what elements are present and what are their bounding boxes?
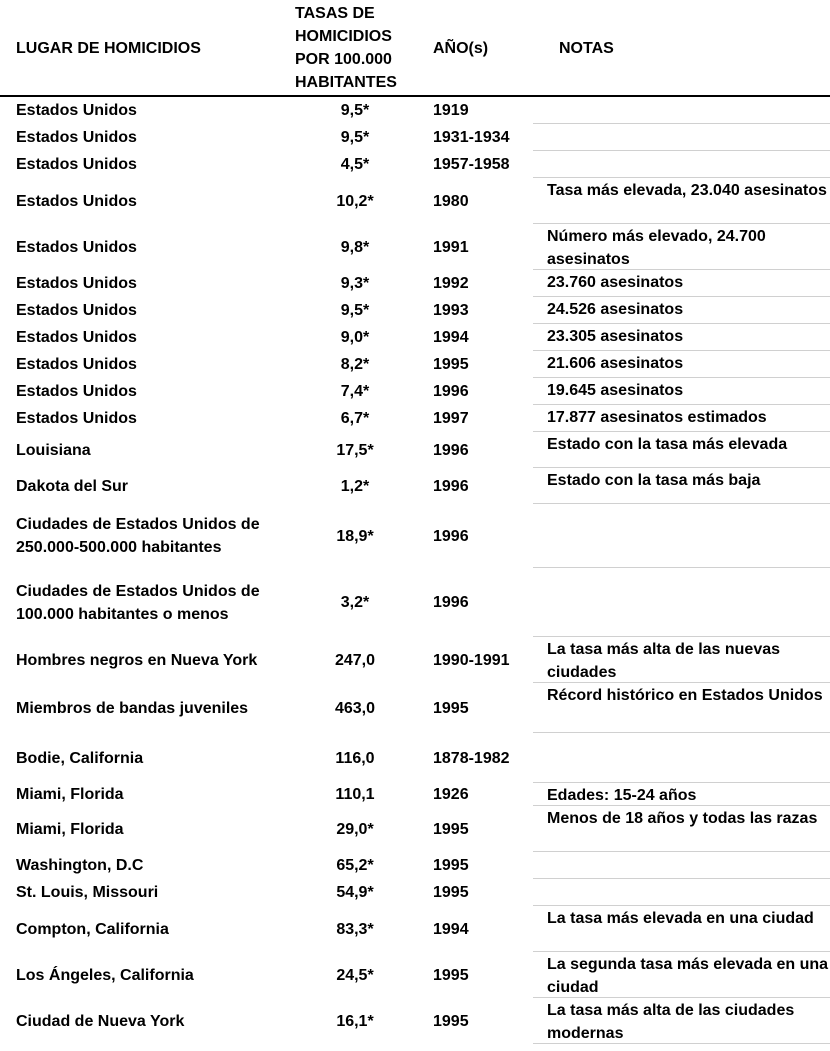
cell-notas — [533, 568, 830, 637]
cell-tasa — [300, 568, 410, 637]
cell-tasa — [300, 906, 410, 952]
cell-tasa — [300, 351, 410, 378]
cell-notas-text: Récord histórico en Estados Unidos — [547, 687, 823, 704]
cell-notas-text: La segunda tasa más elevada en una ciudad — [547, 956, 829, 996]
cell-anio-text: 1980 — [433, 192, 469, 210]
cell-notas — [533, 178, 830, 224]
header-anio: AÑO(s) — [433, 40, 489, 57]
table-row — [0, 151, 830, 178]
cell-lugar — [16, 568, 291, 637]
cell-tasa-text: 83,3* — [336, 920, 374, 938]
cell-tasa-text: 116,0 — [335, 749, 375, 767]
cell-anio-text: 1996 — [433, 383, 469, 400]
cell-notas — [533, 906, 830, 952]
cell-anio — [433, 405, 533, 432]
cell-tasa — [300, 178, 410, 224]
cell-anio-text: 1995 — [433, 699, 469, 717]
table-row — [0, 733, 830, 783]
cell-anio — [433, 568, 533, 637]
cell-tasa-text: 54,9* — [336, 884, 374, 901]
cell-lugar-text: Bodie, California — [16, 749, 144, 767]
cell-lugar — [16, 432, 291, 468]
cell-tasa-text: 24,5* — [336, 966, 374, 984]
cell-lugar — [16, 637, 291, 683]
cell-notas-text: Tasa más elevada, 23.040 asesinatos — [547, 182, 827, 199]
cell-anio-text: 1996 — [433, 477, 469, 495]
cell-lugar — [16, 852, 291, 879]
cell-lugar-text: Estados Unidos — [16, 329, 137, 346]
table-row — [0, 852, 830, 879]
cell-notas — [533, 270, 830, 297]
cell-tasa — [300, 852, 410, 879]
cell-lugar — [16, 405, 291, 432]
cell-lugar-text: Estados Unidos — [16, 156, 137, 173]
cell-anio — [433, 468, 533, 504]
cell-anio-text: 1996 — [433, 594, 469, 611]
table-row — [0, 504, 830, 568]
table-row — [0, 224, 830, 270]
cell-lugar — [16, 783, 291, 806]
cell-tasa — [300, 468, 410, 504]
cell-tasa-text: 65,2* — [336, 857, 374, 874]
cell-notas-text: Estado con la tasa más elevada — [547, 436, 788, 453]
cell-lugar-text: Miami, Florida — [16, 820, 124, 838]
cell-notas — [533, 879, 830, 906]
cell-notas-text: Estado con la tasa más baja — [547, 472, 761, 489]
cell-anio — [433, 124, 533, 151]
cell-tasa — [300, 806, 410, 852]
cell-notas — [533, 378, 830, 405]
cell-notas — [533, 852, 830, 879]
cell-notas — [533, 224, 830, 270]
cell-tasa-text: 17,5* — [336, 441, 374, 459]
table-row — [0, 351, 830, 378]
cell-anio — [433, 637, 533, 683]
cell-anio — [433, 432, 533, 468]
cell-lugar — [16, 270, 291, 297]
cell-anio-text: 1995 — [433, 884, 469, 901]
cell-lugar-text: Estados Unidos — [16, 129, 137, 146]
cell-notas — [533, 683, 830, 733]
cell-tasa — [300, 733, 410, 783]
cell-tasa-text: 29,0* — [336, 820, 374, 838]
cell-lugar-text: Estados Unidos — [16, 192, 137, 210]
table-row — [0, 378, 830, 405]
table-row — [0, 324, 830, 351]
cell-lugar — [16, 378, 291, 405]
cell-lugar-text: Washington, D.C — [16, 857, 144, 874]
cell-anio — [433, 683, 533, 733]
cell-notas-text: La tasa más alta de las nuevas ciudades — [547, 641, 781, 681]
cell-anio — [433, 852, 533, 879]
table-row — [0, 432, 830, 468]
cell-tasa — [300, 324, 410, 351]
cell-tasa — [300, 405, 410, 432]
cell-tasa-text: 1,2* — [340, 477, 370, 495]
cell-anio-text: 1957-1958 — [433, 156, 510, 173]
cell-notas — [533, 97, 830, 124]
cell-lugar-text: Estados Unidos — [16, 356, 137, 373]
cell-notas-text: La tasa más elevada en una ciudad — [547, 910, 814, 927]
cell-tasa-text: 4,5* — [340, 156, 370, 173]
cell-lugar — [16, 468, 291, 504]
cell-tasa-text: 247,0 — [334, 651, 376, 669]
cell-tasa — [300, 270, 410, 297]
cell-anio — [433, 351, 533, 378]
cell-anio — [433, 998, 533, 1044]
cell-notas — [533, 324, 830, 351]
cell-notas — [533, 351, 830, 378]
cell-lugar-text: Estados Unidos — [16, 410, 137, 427]
cell-tasa-text: 8,2* — [340, 356, 370, 373]
cell-tasa-text: 16,1* — [336, 1012, 374, 1030]
cell-notas — [533, 952, 830, 998]
cell-lugar — [16, 952, 291, 998]
cell-tasa-text: 9,5* — [340, 102, 370, 119]
cell-lugar — [16, 151, 291, 178]
cell-lugar-text: Dakota del Sur — [16, 477, 129, 495]
cell-notas-text: 17.877 asesinatos estimados — [547, 409, 767, 426]
cell-lugar-text: Estados Unidos — [16, 383, 137, 400]
cell-tasa — [300, 297, 410, 324]
cell-tasa-text: 3,2* — [340, 594, 370, 611]
table-row — [0, 806, 830, 852]
cell-anio-text: 1926 — [433, 786, 469, 803]
cell-notas-text: La tasa más alta de las ciudades modernas — [547, 1002, 795, 1042]
cell-tasa-text: 9,5* — [340, 129, 370, 146]
cell-anio — [433, 806, 533, 852]
cell-anio-text: 1993 — [433, 302, 469, 319]
cell-notas — [533, 468, 830, 504]
cell-anio — [433, 906, 533, 952]
table-row — [0, 998, 830, 1044]
cell-lugar-text: Estados Unidos — [16, 302, 137, 319]
cell-notas — [533, 998, 830, 1044]
cell-lugar-text: Estados Unidos — [16, 238, 137, 256]
cell-lugar — [16, 806, 291, 852]
cell-anio — [433, 879, 533, 906]
cell-lugar — [16, 504, 291, 568]
cell-lugar — [16, 224, 291, 270]
table-body — [0, 97, 830, 1044]
table-row — [0, 879, 830, 906]
cell-tasa — [300, 97, 410, 124]
cell-lugar-text: Estados Unidos — [16, 275, 137, 292]
cell-lugar — [16, 733, 291, 783]
cell-lugar-text: Ciudad de Nueva York — [16, 1012, 185, 1030]
table-row — [0, 637, 830, 683]
cell-tasa — [300, 224, 410, 270]
cell-anio-text: 1990-1991 — [433, 651, 510, 669]
header-notas: NOTAS — [559, 40, 614, 57]
cell-tasa — [300, 683, 410, 733]
cell-notas — [533, 432, 830, 468]
table-row — [0, 178, 830, 224]
cell-lugar-text: Louisiana — [16, 441, 91, 459]
cell-anio — [433, 504, 533, 568]
cell-anio — [433, 178, 533, 224]
cell-notas-text: Menos de 18 años y todas las razas — [547, 810, 818, 827]
cell-anio-text: 1995 — [433, 1012, 469, 1030]
cell-anio-text: 1995 — [433, 356, 469, 373]
table-row — [0, 405, 830, 432]
cell-tasa — [300, 432, 410, 468]
cell-anio — [433, 151, 533, 178]
table-row — [0, 683, 830, 733]
cell-tasa-text: 463,0 — [334, 699, 376, 717]
table-row — [0, 568, 830, 637]
cell-lugar-text: Los Ángeles, California — [16, 966, 194, 984]
table-row — [0, 906, 830, 952]
cell-anio-text: 1995 — [433, 966, 469, 984]
cell-anio — [433, 733, 533, 783]
cell-anio-text: 1992 — [433, 275, 469, 292]
cell-tasa-text: 110,1 — [335, 786, 375, 803]
table-row — [0, 297, 830, 324]
cell-tasa-text: 9,5* — [340, 302, 370, 319]
cell-lugar — [16, 178, 291, 224]
cell-notas — [533, 151, 830, 178]
cell-tasa-text: 10,2* — [336, 192, 374, 210]
cell-lugar-text: Ciudades de Estados Unidos de 100.000 habitantes o menos — [16, 582, 260, 623]
cell-anio-text: 1931-1934 — [433, 129, 510, 146]
table-row — [0, 124, 830, 151]
cell-tasa — [300, 952, 410, 998]
cell-anio-text: 1994 — [433, 329, 469, 346]
cell-lugar — [16, 879, 291, 906]
cell-notas-text: 23.760 asesinatos — [547, 274, 684, 291]
cell-anio — [433, 952, 533, 998]
cell-tasa — [300, 637, 410, 683]
cell-notas-text: 23.305 asesinatos — [547, 328, 684, 345]
cell-lugar — [16, 683, 291, 733]
cell-lugar-text: Compton, California — [16, 920, 169, 938]
cell-anio — [433, 224, 533, 270]
table-row — [0, 270, 830, 297]
cell-anio-text: 1878-1982 — [433, 749, 510, 767]
cell-tasa-text: 9,3* — [340, 275, 370, 292]
cell-tasa — [300, 783, 410, 806]
cell-notas — [533, 124, 830, 151]
cell-notas-text: Número más elevado, 24.700 asesinatos — [547, 228, 766, 268]
cell-tasa-text: 7,4* — [340, 383, 370, 400]
header-tasa: TASAS DE HOMICIDIOS POR 100.000 HABITANTES — [295, 5, 397, 91]
cell-notas — [533, 405, 830, 432]
cell-anio-text: 1996 — [433, 441, 469, 459]
cell-tasa — [300, 124, 410, 151]
cell-anio-text: 1994 — [433, 920, 469, 938]
cell-lugar — [16, 998, 291, 1044]
cell-tasa — [300, 378, 410, 405]
cell-anio — [433, 97, 533, 124]
cell-lugar-text: Miembros de bandas juveniles — [16, 699, 249, 717]
cell-anio-text: 1991 — [433, 238, 469, 256]
cell-lugar-text: St. Louis, Missouri — [16, 884, 159, 901]
cell-lugar-text: Ciudades de Estados Unidos de 250.000-500.000 habitantes — [16, 516, 260, 556]
table-row — [0, 952, 830, 998]
cell-tasa-text: 9,8* — [340, 238, 370, 256]
cell-notas — [533, 637, 830, 683]
cell-lugar-text: Hombres negros en Nueva York — [16, 651, 258, 669]
cell-lugar-text: Estados Unidos — [16, 102, 137, 119]
cell-anio-text: 1919 — [433, 102, 469, 119]
cell-anio-text: 1997 — [433, 410, 469, 427]
cell-notas — [533, 806, 830, 852]
cell-notas-text: Edades: 15-24 años — [547, 787, 697, 804]
cell-anio-text: 1995 — [433, 857, 469, 874]
cell-notas-text: 24.526 asesinatos — [547, 301, 684, 318]
cell-notas — [533, 297, 830, 324]
cell-notas-text: 19.645 asesinatos — [547, 382, 684, 399]
cell-tasa — [300, 151, 410, 178]
cell-anio — [433, 270, 533, 297]
cell-tasa-text: 18,9* — [336, 527, 374, 545]
cell-notas — [533, 733, 830, 783]
cell-tasa-text: 9,0* — [340, 329, 370, 346]
cell-lugar — [16, 297, 291, 324]
table-row — [0, 468, 830, 504]
cell-lugar — [16, 906, 291, 952]
table-header — [0, 0, 830, 96]
cell-anio-text: 1995 — [433, 820, 469, 838]
cell-tasa — [300, 879, 410, 906]
cell-notas — [533, 783, 830, 806]
cell-anio — [433, 297, 533, 324]
cell-lugar — [16, 324, 291, 351]
cell-lugar — [16, 97, 291, 124]
cell-notas — [533, 504, 830, 568]
cell-lugar — [16, 124, 291, 151]
cell-anio — [433, 783, 533, 806]
cell-anio — [433, 378, 533, 405]
cell-anio-text: 1996 — [433, 527, 469, 545]
table-row — [0, 783, 830, 806]
header-lugar: LUGAR DE HOMICIDIOS — [16, 40, 201, 57]
cell-lugar — [16, 351, 291, 378]
cell-tasa — [300, 998, 410, 1044]
cell-lugar-text: Miami, Florida — [16, 786, 124, 803]
cell-tasa — [300, 504, 410, 568]
cell-notas-text: 21.606 asesinatos — [547, 355, 684, 372]
cell-tasa-text: 6,7* — [340, 410, 370, 427]
table-row — [0, 97, 830, 124]
cell-anio — [433, 324, 533, 351]
